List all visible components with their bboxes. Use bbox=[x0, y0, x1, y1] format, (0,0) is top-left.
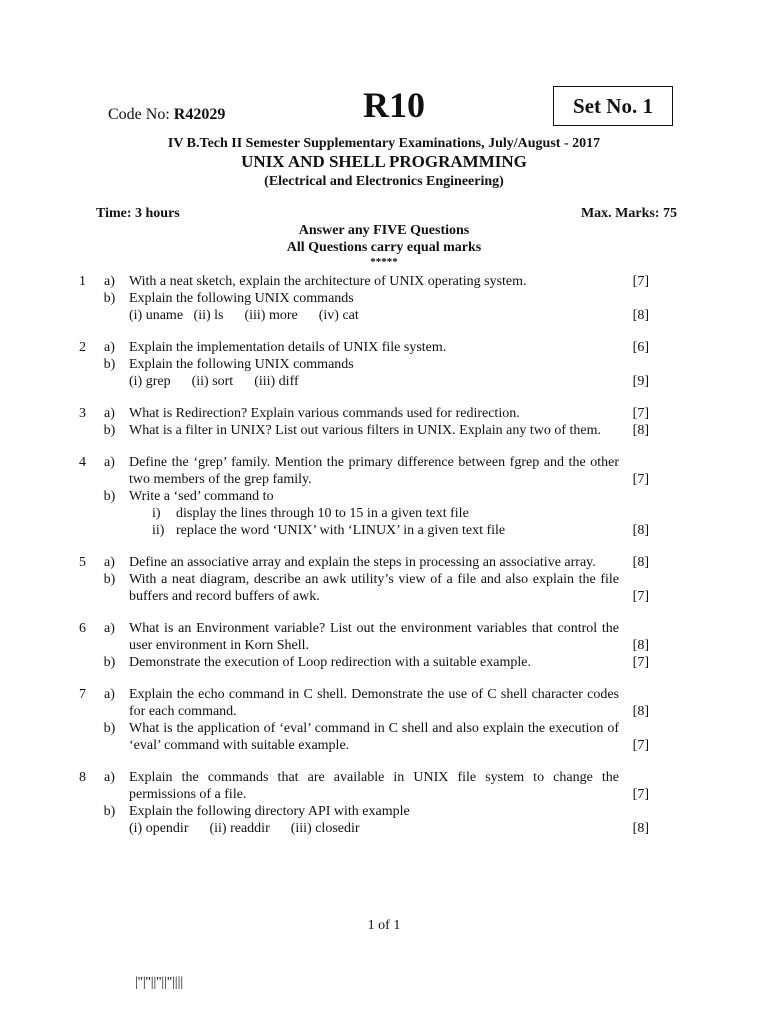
exam-title: IV B.Tech II Semester Supplementary Examinations, July/August - 2017 bbox=[167, 136, 601, 151]
part-marks: [7] bbox=[632, 274, 649, 289]
question-part bbox=[0, 554, 768, 571]
part-marks: [9] bbox=[632, 374, 649, 389]
part-text: Explain the implementation details of UNIX file system. bbox=[129, 340, 447, 355]
part-label: a) bbox=[104, 274, 115, 289]
part-text: Explain the commands that are available in UNIX file system to change the permissions of a file. bbox=[129, 770, 619, 802]
question-number: 3 bbox=[79, 406, 86, 421]
question-1 bbox=[0, 273, 768, 324]
question-number: 2 bbox=[79, 340, 86, 355]
question-part bbox=[0, 720, 768, 754]
question-part bbox=[0, 769, 768, 803]
question-7 bbox=[0, 686, 768, 754]
question-6 bbox=[0, 620, 768, 671]
part-text: Write a ‘sed’ command to i) display the lines through 10 to 15 in a given text file ii) replace the word ‘UNIX’ with ‘LINUX’ in a given text file bbox=[129, 488, 619, 539]
part-text: Explain the following directory API with example (i) opendir (ii) readdir (iii) closedir bbox=[129, 804, 410, 836]
part-text: What is a filter in UNIX? List out various filters in UNIX. Explain any two of them. bbox=[129, 423, 602, 438]
question-part bbox=[0, 290, 768, 324]
question-part bbox=[0, 654, 768, 671]
question-number: 6 bbox=[79, 621, 86, 636]
part-label: b) bbox=[103, 804, 116, 819]
code-number bbox=[108, 106, 225, 124]
question-part bbox=[0, 273, 768, 290]
part-text: What is an Environment variable? List out the environment variables that control the user environment in Korn Shell. bbox=[129, 621, 619, 653]
part-label: b) bbox=[103, 655, 116, 670]
part-marks: [8] bbox=[632, 704, 649, 719]
separator: ***** bbox=[370, 256, 398, 268]
question-part bbox=[0, 405, 768, 422]
question-3 bbox=[0, 405, 768, 439]
part-label: a) bbox=[104, 621, 115, 636]
question-number: 8 bbox=[79, 770, 86, 785]
subject-title: UNIX AND SHELL PROGRAMMING bbox=[241, 152, 527, 171]
part-label: b) bbox=[103, 489, 116, 504]
part-text: With a neat diagram, describe an awk utility’s view of a file and also explain the file buffers and record buffers of awk. bbox=[129, 572, 619, 604]
question-part bbox=[0, 571, 768, 605]
sub-items: (i) grep (ii) sort (iii) diff bbox=[129, 374, 299, 389]
question-part bbox=[0, 422, 768, 439]
part-marks: [7] bbox=[632, 589, 649, 604]
part-text: What is Redirection? Explain various commands used for redirection. bbox=[129, 406, 520, 421]
part-marks: [7] bbox=[632, 406, 649, 421]
part-label: b) bbox=[103, 572, 116, 587]
part-text: Demonstrate the execution of Loop redirection with a suitable example. bbox=[129, 655, 531, 670]
sub-items: (i) opendir (ii) readdir (iii) closedir bbox=[129, 821, 360, 836]
part-marks: [8] bbox=[632, 423, 649, 438]
part-text: Define the ‘grep’ family. Mention the primary difference between fgrep and the other two members of the grep family. bbox=[129, 455, 619, 487]
part-label: a) bbox=[104, 687, 115, 702]
question-8 bbox=[0, 769, 768, 837]
code-value: R42029 bbox=[173, 106, 226, 123]
sub-items: (i) uname (ii) ls (iii) more (iv) cat bbox=[129, 308, 359, 323]
part-marks: [7] bbox=[632, 655, 649, 670]
question-4 bbox=[0, 454, 768, 539]
sub-item: i) display the lines through 10 to 15 in a given text file bbox=[152, 506, 469, 521]
part-marks: [8] bbox=[632, 523, 649, 538]
part-label: b) bbox=[103, 721, 116, 736]
regulation: R10 bbox=[363, 85, 425, 125]
part-label: a) bbox=[104, 555, 115, 570]
question-part bbox=[0, 686, 768, 720]
part-text: What is the application of ‘eval’ command in C shell and also explain the execution of ‘eval’ command with suitable example. bbox=[129, 721, 619, 753]
part-text: Explain the echo command in C shell. Demonstrate the use of C shell character codes for each command. bbox=[129, 687, 619, 719]
question-part bbox=[0, 356, 768, 390]
question-number: 1 bbox=[79, 274, 86, 289]
page-number: 1 of 1 bbox=[367, 918, 401, 933]
part-text: Define an associative array and explain the steps in processing an associative array. bbox=[129, 555, 596, 570]
part-label: a) bbox=[104, 406, 115, 421]
part-marks: [8] bbox=[632, 638, 649, 653]
sub-item: ii) replace the word ‘UNIX’ with ‘LINUX’ in a given text file bbox=[152, 523, 506, 538]
question-2 bbox=[0, 339, 768, 390]
part-marks: [8] bbox=[632, 555, 649, 570]
question-number: 4 bbox=[79, 455, 86, 470]
part-marks: [8] bbox=[632, 308, 649, 323]
exam-time: Time: 3 hours bbox=[96, 206, 180, 221]
question-number: 5 bbox=[79, 555, 86, 570]
barcode: |''|''||''||''|||| bbox=[135, 975, 184, 990]
part-label: b) bbox=[103, 291, 116, 306]
part-label: b) bbox=[103, 357, 116, 372]
max-marks: Max. Marks: 75 bbox=[580, 206, 677, 221]
part-marks: [7] bbox=[632, 738, 649, 753]
instruction-answer: Answer any FIVE Questions bbox=[298, 223, 470, 238]
question-part bbox=[0, 620, 768, 654]
question-part bbox=[0, 339, 768, 356]
part-text: Explain the following UNIX commands (i) uname (ii) ls (iii) more (iv) cat bbox=[129, 291, 359, 323]
question-number: 7 bbox=[79, 687, 86, 702]
instruction-marks: All Questions carry equal marks bbox=[286, 240, 482, 255]
question-part bbox=[0, 488, 768, 539]
part-label: a) bbox=[104, 340, 115, 355]
question-part bbox=[0, 454, 768, 488]
question-list bbox=[0, 273, 768, 852]
part-label: a) bbox=[104, 455, 115, 470]
part-label: a) bbox=[104, 770, 115, 785]
part-text: With a neat sketch, explain the architecture of UNIX operating system. bbox=[129, 274, 527, 289]
part-text: Explain the following UNIX commands (i) grep (ii) sort (iii) diff bbox=[129, 357, 354, 389]
part-marks: [7] bbox=[632, 472, 649, 487]
code-label: Code No: bbox=[108, 106, 174, 123]
part-marks: [7] bbox=[632, 787, 649, 802]
question-part bbox=[0, 803, 768, 837]
set-number-box: Set No. 1 bbox=[553, 86, 673, 126]
part-marks: [6] bbox=[632, 340, 649, 355]
part-marks: [8] bbox=[632, 821, 649, 836]
branch-name: (Electrical and Electronics Engineering) bbox=[264, 174, 504, 189]
question-5 bbox=[0, 554, 768, 605]
part-label: b) bbox=[103, 423, 116, 438]
